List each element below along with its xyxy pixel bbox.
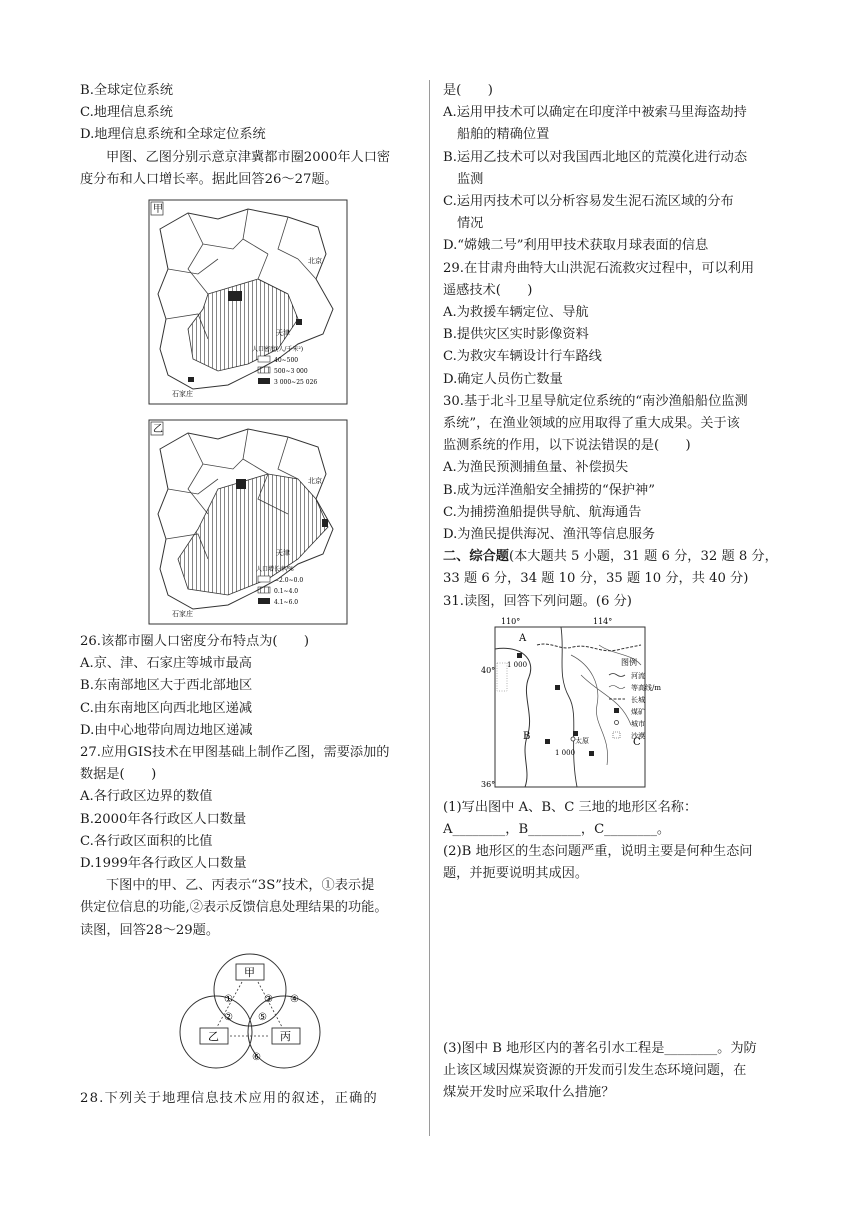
- answer-space: [443, 886, 781, 1038]
- map-population-growth: [148, 419, 420, 625]
- q31-part1-line1: (1)写出图中 A、B、C 三地的地形区名称：: [443, 799, 698, 815]
- right-column: [443, 80, 781, 1104]
- q30-stem-line2: 系统”，在渔业领域的应用取得了重大成果。关于该: [443, 416, 740, 432]
- q31-stem: 31.读图，回答下列问题。(6 分): [443, 593, 632, 609]
- venn-box-jia: 甲: [244, 965, 255, 979]
- q29-option-c: C.为救灾车辆设计行车路线: [443, 349, 602, 365]
- intro-26-27-line2: 度分布和人口增长率。据此回答26～27题。: [80, 171, 338, 187]
- map-a-legend-3: 3 000~25 026: [274, 379, 318, 387]
- map-b-legend-3: 4.1~6.0: [274, 599, 299, 607]
- intro-28-29-line1: 下图中的甲、乙、丙表示“3S”技术，①表示提: [106, 878, 375, 894]
- intro-28-29-line3: 读图，回答28～29题。: [80, 922, 220, 938]
- column-divider: [429, 80, 430, 1136]
- map-c-legend-city: 城市: [631, 719, 645, 728]
- q27-option-a: A.各行政区边界的数值: [80, 789, 213, 805]
- q26-option-b: B.东南部地区大于西北部地区: [80, 678, 253, 694]
- venn-num-3: ③: [264, 993, 273, 1005]
- q28-option-d: D.“嫦娥二号”利用甲技术获取月球表面的信息: [443, 238, 709, 254]
- q28-option-b-line2: 监测: [457, 171, 484, 187]
- q31-part3-line1: (3)图中 B 地形区内的著名引水工程是________。为防: [443, 1040, 757, 1056]
- map-a-tianjin: 天津: [276, 329, 290, 338]
- q30-option-a: A.为渔民预测捕鱼量、补偿损失: [443, 460, 629, 476]
- map-a-beijing: 北京: [308, 257, 322, 266]
- q30-option-b: B.成为远洋渔船安全捕捞的“保护神”: [443, 482, 655, 498]
- map-c-legend-river: 河流: [631, 671, 645, 680]
- venn-num-5: ⑤: [258, 1011, 267, 1023]
- q31-part3-line2: 止该区域因煤炭资源的开发而引发生态环境问题，在: [443, 1062, 747, 1078]
- q27-option-d: D.1999年各行政区人口数量: [80, 856, 247, 872]
- map-c-legend-title: 图例: [621, 657, 637, 667]
- map-a-shijiazhuang: 石家庄: [172, 390, 193, 399]
- venn-num-2: ②: [224, 1011, 233, 1023]
- map-b-legend-2: 0.1~4.0: [274, 588, 299, 596]
- map-a-tag: 甲: [153, 204, 163, 216]
- q26-option-c: C.由东南地区向西北地区递减: [80, 700, 253, 716]
- q28-stem: 28.下列关于地理信息技术应用的叙述，正确的: [80, 1090, 378, 1106]
- map-b-tag: 乙: [153, 424, 163, 436]
- map-c-region-a: A: [519, 632, 527, 644]
- q28-stem-cont: 是( ): [443, 83, 493, 98]
- q28-option-a-line2: 船舶的精确位置: [457, 127, 550, 143]
- q27-option-b: B.2000年各行政区人口数量: [80, 811, 247, 827]
- map-b-beijing: 北京: [308, 477, 322, 486]
- q31-part2-line1: (2)B 地形区的生态问题严重，说明主要是何种生态问: [443, 844, 753, 860]
- map-c-legend-contour: 等高线/m: [631, 683, 661, 692]
- map-c-lon-110: 110°: [501, 616, 521, 626]
- map-c-lat-40: 40°: [481, 665, 496, 675]
- section-2-desc-line1: (本大题共 5 小题，31 题 6 分，32 题 8 分，: [508, 549, 778, 565]
- map-c-city-taiyuan: 太原: [575, 736, 589, 745]
- map-c-legend-desert: 沙漠: [631, 731, 645, 740]
- option-b-prev: B.全球定位系统: [80, 83, 174, 98]
- map-population-density: [148, 199, 420, 405]
- q26-stem: 26.该都市圈人口密度分布特点为( ): [80, 634, 310, 650]
- venn-box-yi: 乙: [208, 1029, 219, 1043]
- venn-num-1: ①: [224, 993, 233, 1005]
- q28-option-a-line1: A.运用甲技术可以确定在印度洋中被索马里海盗劫持: [443, 105, 747, 121]
- q31-part1-line2: A________，B________，C________。: [443, 822, 671, 838]
- intro-28-29-line2: 供定位信息的功能,②表示反馈信息处理结果的功能。: [80, 900, 388, 916]
- map-c-lon-114: 114°: [593, 616, 613, 626]
- map-c-region-b: B: [523, 730, 531, 742]
- map-b-legend-1: −2.0~0.0: [274, 577, 304, 585]
- q29-option-d: D.确定人员伤亡数量: [443, 371, 563, 387]
- q29-stem-line1: 29.在甘肃舟曲特大山洪泥石流救灾过程中，可以利用: [443, 260, 755, 276]
- map-c-region-c: C: [633, 736, 641, 748]
- q27-stem-line2: 数据是( ): [80, 767, 157, 783]
- venn-3s-diagram: [172, 952, 420, 1074]
- q27-option-c: C.各行政区面积的比值: [80, 833, 213, 849]
- q26-option-a: A.京、津、石家庄等城市最高: [80, 656, 252, 672]
- left-column: [80, 80, 420, 1110]
- map-a-legend-2: 500~3 000: [274, 368, 308, 376]
- map-a-legend-title: 人口密度(人/千米²): [252, 346, 304, 354]
- venn-num-4: ④: [290, 993, 299, 1005]
- section-2-header: [443, 546, 781, 568]
- q28-option-c-line2: 情况: [457, 216, 484, 232]
- q28-option-c-line1: C.运用丙技术可以分析容易发生泥石流区域的分布: [443, 194, 734, 210]
- map-c-contour-1: 1 000: [507, 660, 528, 669]
- q31-part2-line2: 题，并扼要说明其成因。: [443, 866, 589, 882]
- q29-option-a: A.为救援车辆定位、导航: [443, 305, 589, 321]
- q30-option-c: C.为捕捞渔船提供导航、航海通告: [443, 504, 642, 520]
- section-2-desc-line2: 33 题 6 分，34 题 10 分，35 题 10 分，共 40 分): [443, 571, 749, 587]
- intro-26-27-line1: 甲图、乙图分别示意京津冀都市圈2000年人口密: [106, 149, 391, 165]
- map-b-tianjin: 天津: [276, 549, 290, 558]
- map-c-legend-coal: 煤矿: [631, 707, 645, 716]
- option-d-prev: D.地理信息系统和全球定位系统: [80, 127, 266, 143]
- option-c-prev: C.地理信息系统: [80, 105, 173, 121]
- map-b-shijiazhuang: 石家庄: [172, 610, 193, 619]
- q30-option-d: D.为渔民提供海况、渔汛等信息服务: [443, 527, 656, 543]
- q29-option-b: B.提供灾区实时影像资料: [443, 327, 589, 343]
- q29-stem-line2: 遥感技术( ): [443, 282, 533, 298]
- section-2-heading: 二、综合题: [443, 549, 509, 565]
- map-c-lat-36: 36°: [481, 779, 496, 789]
- q30-stem-line3: 监测系统的作用，以下说法错误的是( ): [443, 438, 691, 454]
- venn-box-bing: 丙: [280, 1029, 291, 1043]
- map-a-legend-1: 40~500: [274, 357, 299, 365]
- map-b-legend-title: 人口增长率/%: [256, 566, 294, 574]
- map-loess-plateau: [481, 615, 781, 791]
- venn-num-6: ⑥: [252, 1051, 261, 1063]
- map-c-legend-wall: 长城: [631, 695, 645, 704]
- q30-stem-line1: 30.基于北斗卫星导航定位系统的“南沙渔船船位监测: [443, 393, 748, 409]
- q27-stem-line1: 27.应用GIS技术在甲图基础上制作乙图，需要添加的: [80, 745, 390, 761]
- q26-option-d: D.由中心地带向周边地区递减: [80, 722, 253, 738]
- map-c-contour-2: 1 000: [555, 748, 576, 757]
- q31-part3-line3: 煤炭开发时应采取什么措施？: [443, 1085, 615, 1101]
- q28-option-b-line1: B.运用乙技术可以对我国西北地区的荒漠化进行动态: [443, 149, 748, 165]
